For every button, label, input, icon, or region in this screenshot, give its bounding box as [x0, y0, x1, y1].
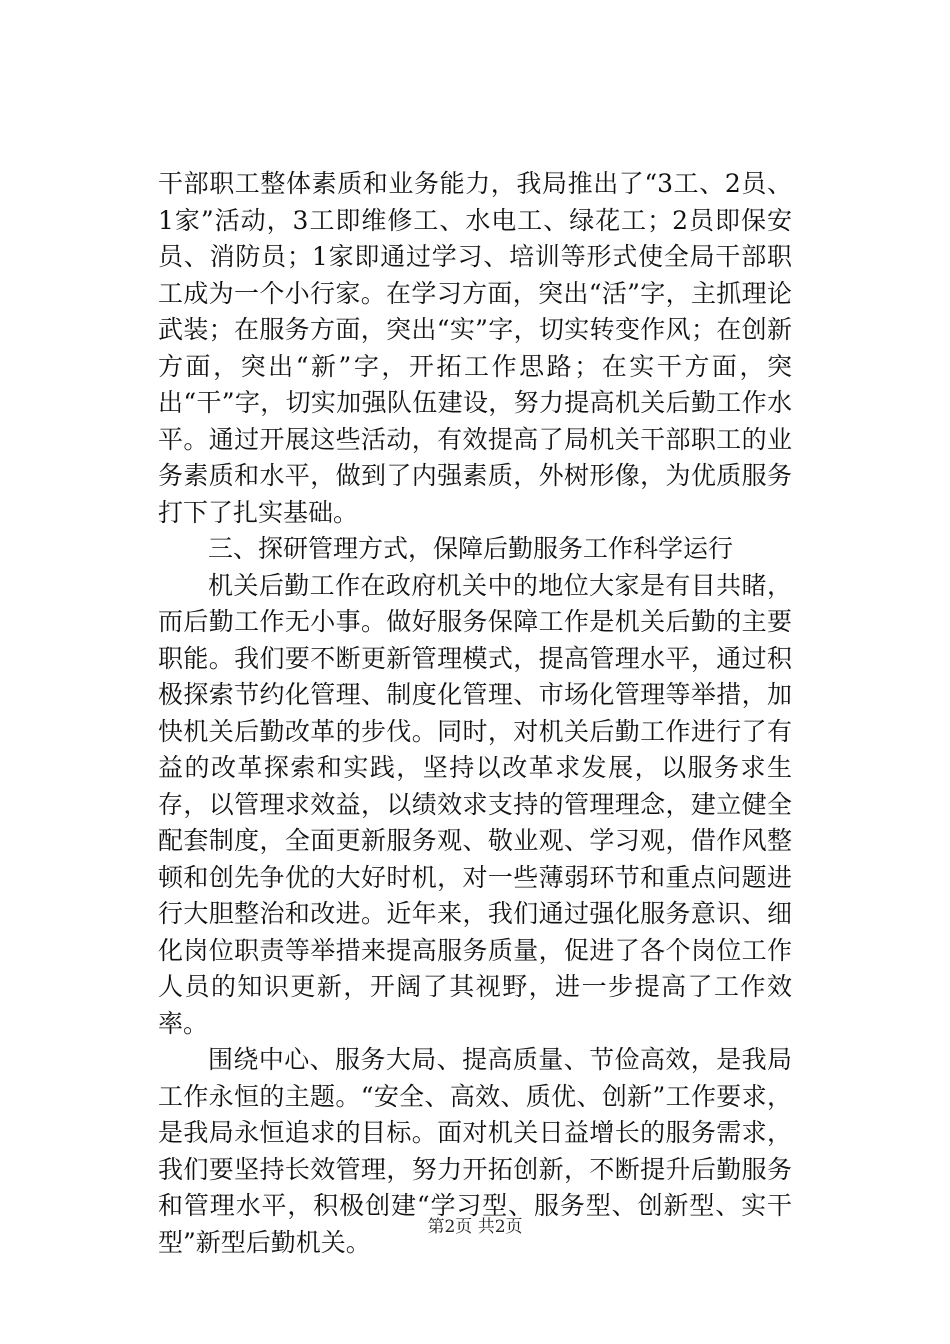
paragraph-continued: 干部职工整体素质和业务能力，我局推出了“3工、2员、1家”活动，3工即维修工、水电工、绿花工；2员即保安员、消防员；1家即通过学习、培训等形式使全局干部职工成为一个小行家。在学习方面，突出“活”字，主抓理论武装；在服务方面，突出“实”字，切实转变作风；在创新方面，突出“新”字，开拓工作思路；在实干方面，突出“干”字，切实加强队伍建设，努力提高机关后勤工作水平。通过开展这些活动，有效提高了局机关干部职工的业务素质和水平，做到了内强素质，外树形像，为优质服务打下了扎实基础。	[158, 169, 792, 527]
section-heading: 三、探研管理方式，保障后勤服务工作科学运行	[208, 534, 734, 563]
page-number: 第2页 共2页	[427, 1217, 523, 1237]
paragraph: 机关后勤工作在政府机关中的地位大家是有目共睹，而后勤工作无小事。做好服务保障工作是机关后勤的主要职能。我们要不断更新管理模式，提高管理水平，通过积极探索节约化管理、制度化管理、市场化管理等举措，加快机关后勤改革的步伐。同时，对机关后勤工作进行了有益的改革探索和实践，坚持以改革求发展，以服务求生存，以管理求效益，以绩效求支持的管理理念，建立健全配套制度，全面更新服务观、敬业观、学习观，借作风整顿和创先争优的大好时机，对一些薄弱环节和重点问题进行大胆整治和改进。近年来，我们通过强化服务意识、细化岗位职责等举措来提高服务质量，促进了各个岗位工作人员的知识更新，开阔了其视野，进一步提高了工作效率。	[158, 570, 792, 1038]
paragraph: 围绕中心、服务大局、提高质量、节俭高效，是我局工作永恒的主题。“安全、高效、质优、创新”工作要求，是我局永恒追求的目标。面对机关日益增长的服务需求，我们要坚持长效管理，努力开拓创新，不断提升后勤服务和管理水平，积极创建“学习型、服务型、创新型、实干型”新型后勤机关。	[158, 1045, 792, 1257]
document-body	[158, 166, 792, 1261]
